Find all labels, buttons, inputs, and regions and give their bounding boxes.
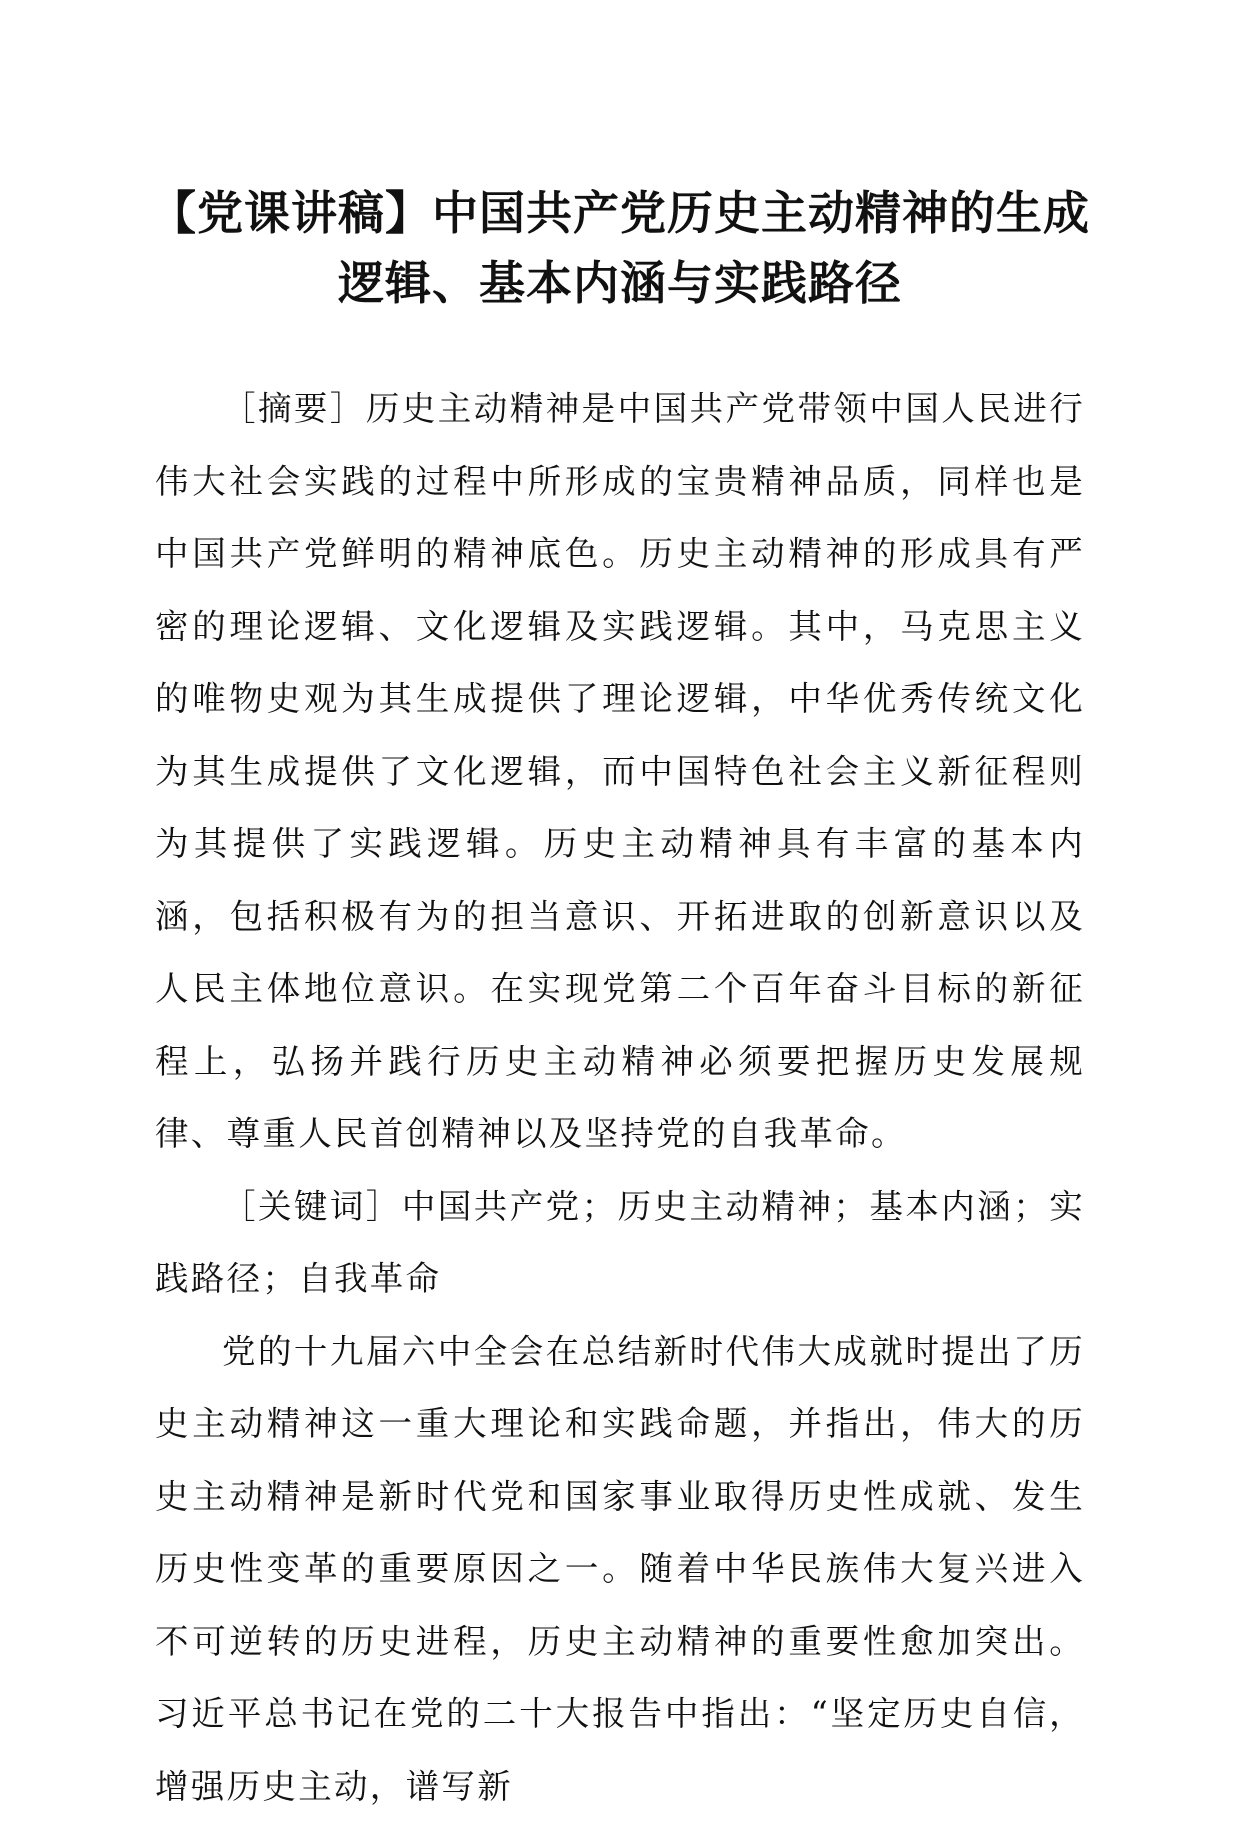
body-paragraph: 党的十九届六中全会在总结新时代伟大成就时提出了历史主动精神这一重大理论和实践命题，并指出，伟大的历史主动精神是新时代党和国家事业取得历史性成就、发生历史性变革的重要原因之一。随着中华民族伟大复兴进入不可逆转的历史进程，历史主动精神的重要性愈加突出。习近平总书记在党的二十大报告中指出：“坚定历史自信，增强历史主动，谱写新	[155, 1316, 1085, 1823]
abstract-paragraph: ［摘要］历史主动精神是中国共产党带领中国人民进行伟大社会实践的过程中所形成的宝贵精神品质，同样也是中国共产党鲜明的精神底色。历史主动精神的形成具有严密的理论逻辑、文化逻辑及实践逻辑。其中，马克思主义的唯物史观为其生成提供了理论逻辑，中华优秀传统文化为其生成提供了文化逻辑，而中国特色社会主义新征程则为其提供了实践逻辑。历史主动精神具有丰富的基本内涵，包括积极有为的担当意识、开拓进取的创新意识以及人民主体地位意识。在实现党第二个百年奋斗目标的新征程上，弘扬并践行历史主动精神必须要把握历史发展规律、尊重人民首创精神以及坚持党的自我革命。	[155, 373, 1085, 1171]
document-body	[155, 373, 1085, 1823]
document-title: 【党课讲稿】中国共产党历史主动精神的生成逻辑、基本内涵与实践路径	[150, 178, 1090, 318]
keywords-paragraph: ［关键词］中国共产党；历史主动精神；基本内涵；实践路径；自我革命	[155, 1171, 1085, 1316]
